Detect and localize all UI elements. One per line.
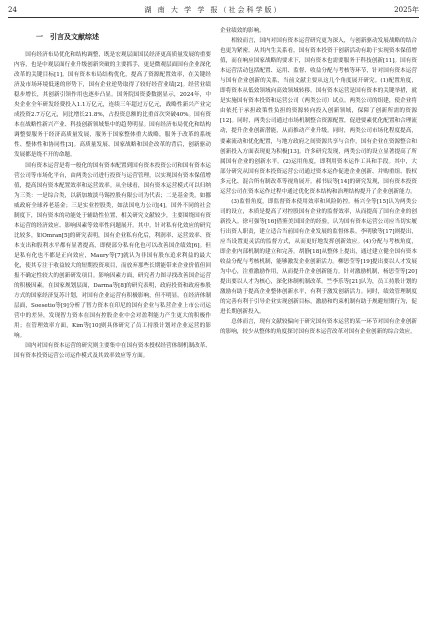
body-paragraph: 国有经济布局优化和结构调整，既是宏观层面国民经济更高质量发展的重要内容，也是中观层面行业升级创新突破的主要抓手，更是微观层面国有企业深化改革的关键目标[1]。国有资本布局结构优化，提高了资源配置效率，在关键经济及市场环境低迷的形势下，国有企业逆势取得了较好经营业绩[2]。经营业绩稳步增长，其创新引领作用也逐步凸显。国务院国资委数据显示，2024年，中央企业全年研发经费投入1.1万亿元，连续三年超过万亿元，战略性新兴产业完成投资2.7万亿元，同比增长21.8%，占投资总额的比重首次突破40%。国有资本在战略性新兴产业、科技创新领域集中的趋势明显。国有经济布局优化和结构调整要服务于经济高质量发展，服务于国家整体重大战略，服务于改革的系统性、整体性和协同性[3]。高质量发展、国家战略和国企改革的背后，创新驱动发展都是绕不开的命题。 [14,52,211,159]
left-column [14,26,211,636]
body-paragraph: 相较而言，国内对国有资本运营研究更为深入，与创新驱动发展战略的结合也更为紧密。从其内生关系看，国有资本投资于创新活动有助于实现资本保值增值，而在响应国家战略的要求下，国有资本也需要服务于科技创新[11]。国有资本运营活动包括配置、运用、监督、收益分配与考核等环节，针对国有资本运营与国有企业创新的关系，当前文献主要从这几个角度展开研究。(1)配置角度，即将资本从低效领域向高效领域转移。国有资本运营是国有资本的关键举措，就是实施国有资本投资和运营公司（两类公司）试点。两类公司的组建，使企业将由依托于承担政策性负担的资源转向投入创新领域，保障了创新所需的资源[12]。同时，两类公司通过市场机制整合资源配置，促进要素优化配置和合理流动，提升企业创新潜能，从而推动产业升级。同时，两类公司市场化程度提高，要素流动和优化配置，与地方政府之间资源共享与合作，国有企业在资源整合和创新投入方面表现更为积极[13]。许多研究发现，两类公司的设立显著提高了所属国有企业的创新水平。(2)运用角度，即利用资本运作工具和手段。其中，大部分研究从国有资本投资运营公司通过资本运作促进企业创新、并购重组、股权多元化、混合所有制改革等视角展开。郝书辰等[14]的研究发现，国有资本投资运营公司在资本运作过程中通过优化资本结构和治理结构提升了企业创新能力。 [220,38,417,195]
body-paragraph-continued: 企业绩效的影响。 [220,28,265,34]
publication-year: 2025年 [394,6,419,14]
body-paragraph: 总体而言，现有文献较偏向于研究国有资本运营的某一环节对国有企业创新的影响，较少从整体的角度探讨国有资本运营改革对国有企业创新的综合效应。 [220,319,417,336]
section-title: 引言及文献综述 [50,33,99,41]
running-header [8,3,419,18]
journal-title: 湖 南 大 学 学 报（社会科学版） [144,6,283,14]
body-paragraph: (3)监督角度，即监督资本使用效率和风险防控。杨兴全等[15]认为两类公司的设立，本质是提高了对控股国有企业的监督效率，从而提高了国有企业的创新投入。徐可强等[16]借鉴美国国企的经验，认为国有资本运营公司应当切实履行出资人职责，建立适合当前国有企业发展的监督体系。李明敏等[17]则提出，应当设置更灵活的监督方式，从而更好地发挥创新效应。(4)分配与考核角度，即企业内部机制的建立和完善。胡静[18]从整体上提出，通过建立健全国有资本收益分配与考核机制，能够激发企业创新活力。柳思莹等[19]提出要以人才发展为中心，注重激励作用，从而提升企业创新能力。针对激励机制，杨思莹等[20]提出要以人才为核心，深化体制机制改革。竺李乐等[21]认为，员工持股计划的激励有助于提高企业整体创新水平，有利于激发创新活力。同时，绩效管理制度的完善有利于引导企业实现创新目标，激励和约束机制有助于规避短期行为，促进长期创新投入。 [220,198,417,316]
body-paragraph: 国内对国有资本运营的研究则主要集中在国有资本授权经营体制机制改革、国有资本投资运营公司运作模式及其效率效应等方面。 [14,343,211,360]
right-column [220,26,417,636]
section-number: 一 [36,33,43,41]
page-number: 24 [8,6,17,14]
section-heading [36,30,211,44]
body-paragraph: 国有资本运营是将一般化的国有资本配置到国有资本投资公司和国有资本运营公司等市场化平台，由两类公司进行投资与运营管理，以实现国有资本保值增值，提高国有资本配置效率和运营效率。从全球看，国有资本运营模式可以归纳为三类：一是综合类，以新加坡淡马锡控股有限公司为代表；二是基金类，如挪威政府全球养老基金；三是实业控股类，如法国电力公司[4]。国外不同的社会制度下，国有资本的功能处于辅助性位置，相关研究文献较少，主要围绕国有资本运营的经济效应、影响因素等效率性问题展开。其中，针对私有化效应的研究比较多，如Omran[5]的研究表明，国有企业私有化后，利润率、运营效率、资本支出和股利水平都有显著提高，即便部分私有化也可以改善国企绩效[6]。但是私有化也不都是正向效应，Maury等[7]就认为非国有股东追求利益的最大化，使其专注于收益较大的短期投资项目，而放弃那些长期能带来企业价值但回报不确定性较大的创新研发项目。影响因素方面，研究者力图寻找改善国企运营的积极因素。在国家规划层面，Darma等[8]的研究表明，政府投资和政府参股方式的国家经济复苏计划，对国有企业运营有积极影响，但不明显。在经济体制层面，Soesetio等[9]分析了智力资本在印尼的国有企业与私营企业上市公司运营中的差异，发现智力资本在国有控股企业中会对盈利能力产生更大的积极作用；在管理效率方面，Kim等[10]则具体研究了员工持股计划对企业运营的影响。 [14,162,211,340]
